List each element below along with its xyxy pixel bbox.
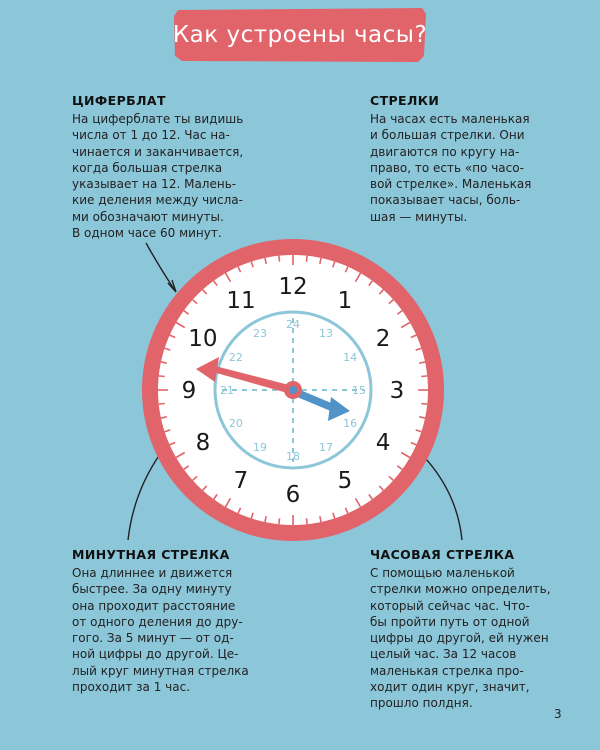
section-minute-hand-heading: МИНУТНАЯ СТРЕЛКА: [72, 547, 230, 562]
inner-number: 18: [286, 450, 300, 463]
section-hour-hand-heading: ЧАСОВАЯ СТРЕЛКА: [370, 547, 515, 562]
outer-number: 3: [389, 378, 405, 404]
inner-number: 13: [319, 326, 333, 340]
minute-tick: [306, 518, 307, 524]
page-title: Как устроены часы?: [172, 22, 428, 48]
outer-number: 4: [375, 430, 391, 456]
pointer-dial: [146, 243, 174, 289]
inner-number: 19: [253, 441, 267, 455]
inner-number: 17: [319, 441, 333, 455]
outer-number: 8: [195, 430, 211, 456]
section-hands-text: На часах есть маленькая и большая стрелки. Они двигаются по кругу на- право, то есть «по часо- вой стрелке». Маленькая показывает часы, боль- шая — минуты.: [370, 112, 532, 224]
minute-tick: [279, 256, 280, 262]
inner-number: 16: [343, 417, 358, 430]
minute-tick: [279, 518, 280, 524]
inner-number: 21: [220, 384, 234, 397]
inner-number: 23: [253, 326, 267, 340]
page-number: 3: [554, 707, 562, 721]
minute-tick: [159, 376, 165, 377]
section-dial-text: На циферблате ты видишь числа от 1 до 12. Час на- чинается и заканчивается, когда большая стрелка указывает на 12. Малень- кие деления между числа- ми обозначают минуты. В одном часе 60 минут.: [72, 112, 244, 241]
inner-number: 20: [228, 417, 243, 430]
section-dial-heading: ЦИФЕРБЛАТ: [72, 93, 166, 108]
inner-number: 22: [228, 351, 243, 364]
outer-number: 2: [375, 326, 391, 352]
outer-number: 11: [226, 287, 256, 314]
outer-number: 10: [188, 326, 218, 352]
section-minute-hand-text: Она длиннее и движется быстрее. За одну минуту она проходит расстояние от одного деления до дру- гого. За 5 минут — от од- ной цифры до другой. Це- лый круг минутная стрелка проходит за 1 час.: [72, 566, 249, 695]
minute-tick: [306, 256, 307, 262]
center-pin-inner: [289, 386, 297, 394]
outer-number: 1: [337, 287, 353, 314]
section-hour-hand-text: С помощью маленькой стрелки можно определить, который сейчас час. Что- бы пройти путь от одной цифры до другой, ей нужен целый час. За 12 часов маленькая стрелка про- ходит один круг, значит, прошло полдня.: [370, 566, 551, 711]
outer-number: 9: [181, 378, 197, 404]
outer-number: 5: [337, 468, 353, 495]
minute-tick: [421, 376, 427, 377]
section-hands-heading: СТРЕЛКИ: [370, 93, 440, 108]
inner-number: 24: [286, 318, 300, 331]
outer-number: 6: [285, 482, 301, 508]
minute-tick: [421, 403, 427, 404]
outer-number: 7: [233, 468, 249, 495]
outer-number: 12: [278, 274, 308, 300]
inner-number: 15: [352, 384, 366, 397]
minute-tick: [159, 403, 165, 404]
inner-number: 14: [343, 351, 358, 364]
